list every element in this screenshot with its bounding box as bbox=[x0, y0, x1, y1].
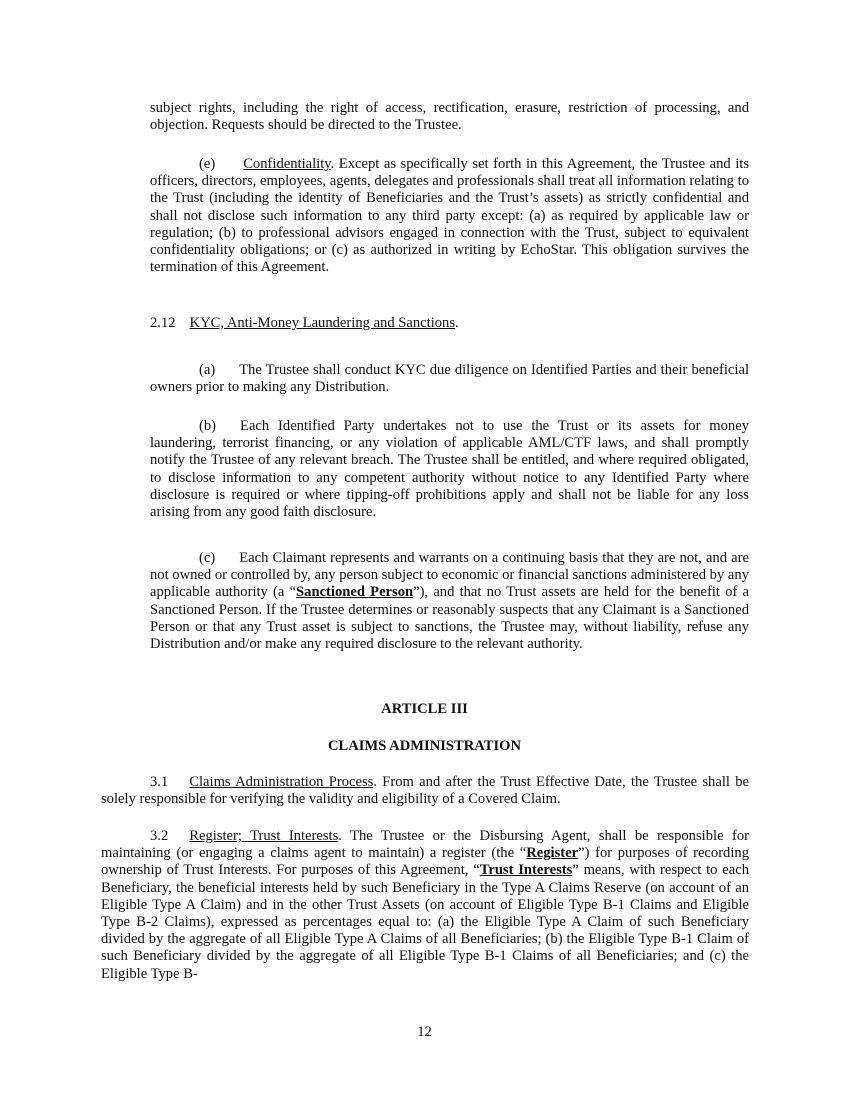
section-3-1: 3.1 Claims Administration Process. From and after the Trust Effective Date, the Trustee shall be solely responsible for verifying the validity and eligibility of a Covered Claim. bbox=[101, 774, 749, 808]
page-number: 12 bbox=[417, 1024, 432, 1040]
section-heading-kyc: KYC, Anti-Money Laundering and Sanctions bbox=[189, 315, 456, 331]
clause-number: (a) bbox=[199, 362, 216, 378]
section-heading-claims-process: Claims Administration Process bbox=[189, 774, 374, 790]
clause-text: The Trustee shall conduct KYC due diligence on Identified Parties and their beneficial owners prior to making any Distribution. bbox=[150, 362, 749, 396]
section-2-12-heading: 2.12 KYC, Anti-Money Laundering and Sanctions. bbox=[150, 315, 459, 331]
clause-heading-confidentiality: Confidentiality bbox=[243, 156, 331, 172]
clause-text: Each Identified Party undertakes not to use the Trust or its assets for money laundering, terrorist financing, or any violation of applicable AML/CTF laws, and shall promptly notify the Trustee of any relevant breach. The Trustee shall be entitled, and where required obligated, to disclose information to any competent authority without notice to any Identified Party where disclosure is required or where tipping-off prohibitions apply and shall not be liable for any loss arising from any good faith disclosure. bbox=[150, 418, 749, 521]
paragraph-kyc-a bbox=[150, 362, 749, 396]
paragraph-data-rights-continuation: subject rights, including the right of access, rectification, erasure, restriction of processing, and objection. Requests should be directed to the Trustee. bbox=[150, 100, 749, 134]
clause-text: . Except as specifically set forth in this Agreement, the Trustee and its officers, directors, employees, agents, delegates and professionals shall treat all information relating to the Trust (including the identity of Beneficiaries and the Trust’s assets) as strictly confidential and shall not disclose such information to any third party except: (a) as required by applicable law or regulation; (b) to professional advisors engaged in connection with the Trust, subject to equivalent confidentiality obligations; or (c) as authorized in writing by EchoStar. This obligation survives the termination of this Agreement. bbox=[150, 156, 749, 276]
section-number: 3.1 bbox=[150, 774, 169, 790]
clause-number: (c) bbox=[199, 550, 216, 566]
defined-term-sanctioned-person: Sanctioned Person bbox=[296, 584, 414, 601]
paragraph-kyc-c: (c) Each Claimant represents and warrants on a continuing basis that they are not, and are not owned or controlled by, any person subject to economic or financial sanctions administered by any applicable authority (a “Sanctioned Person”), and that no Trust assets are held for the benefit of a Sanctioned Person. If the Trustee determines or reasonably suspects that any Claimant is a Sanctioned Person or that any Trust asset is subject to sanctions, the Trustee may, without liability, refuse any Distribution and/or make any required disclosure to the relevant authority. bbox=[150, 550, 749, 653]
paragraph-confidentiality bbox=[150, 156, 749, 276]
section-heading-register: Register; Trust Interests bbox=[189, 828, 339, 844]
paragraph-kyc-b bbox=[150, 418, 749, 521]
defined-term-trust-interests: Trust Interests bbox=[479, 862, 573, 879]
section-number: 2.12 bbox=[150, 315, 176, 331]
section-3-2: 3.2 Register; Trust Interests. The Trustee or the Disbursing Agent, shall be responsible for maintaining (or engaging a claims agent to maintain) a register (the “Register”) for purposes of recording ownership of Trust Interests. For purposes of this Agreement, “Trust Interests” means, with respect to each Beneficiary, the beneficial interests held by such Beneficiary in the Type A Claims Reserve (on account of an Eligible Type A Claim) and in the other Trust Assets (on account of Eligible Type B-1 Claims and Eligible Type B-2 Claims), expressed as percentages equal to: (a) the Eligible Type A Claim of such Beneficiary divided by the aggregate of all Eligible Type A Claims of all Beneficiaries; (b) the Eligible Type B-1 Claim of such Beneficiary divided by the aggregate of all Eligible Type B-1 Claims of all Beneficiaries; and (c) the Eligible Type B- bbox=[101, 828, 749, 982]
defined-term-register: Register bbox=[526, 845, 579, 862]
article-heading: ARTICLE III bbox=[381, 701, 468, 717]
section-number: 3.2 bbox=[150, 828, 169, 844]
article-title: CLAIMS ADMINISTRATION bbox=[327, 738, 522, 754]
clause-number: (e) bbox=[199, 156, 216, 172]
clause-number: (b) bbox=[199, 418, 217, 434]
